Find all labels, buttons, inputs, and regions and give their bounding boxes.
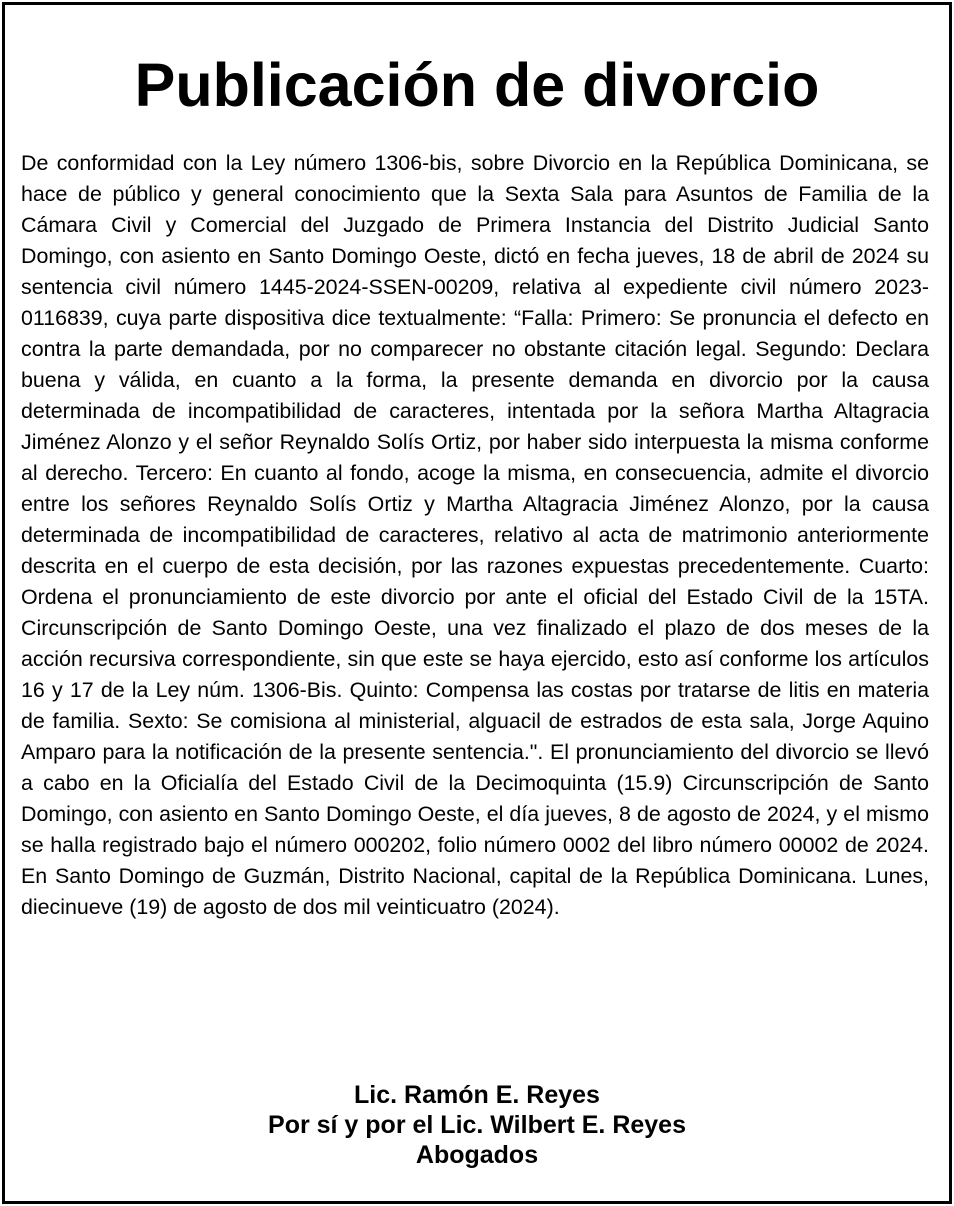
signature-role: Abogados: [415, 1141, 539, 1169]
notice-body: De conformidad con la Ley número 1306-bis, sobre Divorcio en la República Dominicana, se hace de público y general conocimiento que la Sexta Sala para Asuntos de Familia de la Cámara Civil y Comercial del Juzgado de Primera Instancia del Distrito Judicial Santo Domingo, con asiento en Santo Domingo Oeste, dictó en fecha jueves, 18 de abril de 2024 su sentencia civil número 1445-2024-SSEN-00209, relativa al expediente civil número 2023-0116839, cuya parte dispositiva dice textualmente: “Falla: Primero: Se pronuncia el defecto en contra la parte demandada, por no comparecer no obstante citación legal. Segundo: Declara buena y válida, en cuanto a la forma, la presente demanda en divorcio por la causa determinada de incompatibilidad de caracteres, intentada por la señora Martha Altagracia Jiménez Alonzo y el señor Reynaldo Solís Ortiz, por haber sido interpuesta la misma conforme al derecho. Tercero: En cuanto al fondo, acoge la misma, en consecuencia, admite el divorcio entre los señores Reynaldo Solís Ortiz y Martha Altagracia Jiménez Alonzo, por la causa determinada de incompatibilidad de caracteres, relativo al acta de matrimonio anteriormente descrita en el cuerpo de esta decisión, por las razones expuestas precedentemente. Cuarto: Ordena el pronunciamiento de este divorcio por ante el oficial del Estado Civil de la 15TA. Circunscripción de Santo Domingo Oeste, una vez finalizado el plazo de dos meses de la acción recursiva correspondiente, sin que este se haya ejercido, esto así conforme los artículos 16 y 17 de la Ley núm. 1306-Bis. Quinto: Compensa las costas por tratarse de litis en materia de familia. Sexto: Se comisiona al ministerial, alguacil de estrados de esta sala, Jorge Aquino Amparo para la notificación de la presente sentencia.". El pronunciamiento del divorcio se llevó a cabo en la Oficialía del Estado Civil de la Decimoquinta (15.9) Circunscripción de Santo Domingo, con asiento en Santo Domingo Oeste, el día jueves, 8 de agosto de 2024, y el mismo se halla registrado bajo el número 000202, folio número 0002 del libro número 00002 de 2024. En Santo Domingo de Guzmán, Distrito Nacional, capital de la República Dominicana. Lunes, diecinueve (19) de agosto de dos mil veinticuatro (2024).: [21, 151, 929, 919]
signature-name: Lic. Ramón E. Reyes: [354, 1081, 600, 1109]
signature-on-behalf: Por sí y por el Lic. Wilbert E. Reyes: [268, 1111, 686, 1139]
notice-title: Publicación de divorcio: [134, 51, 820, 119]
signature-block: [5, 1080, 949, 1170]
notice-frame: [2, 2, 952, 1204]
